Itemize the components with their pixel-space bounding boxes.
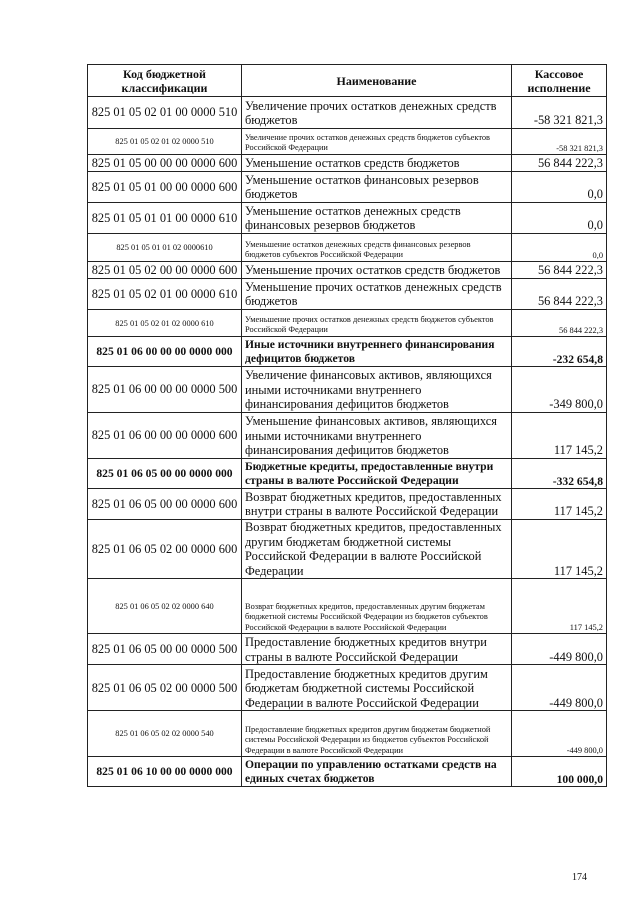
- row-amount: 56 844 222,3: [512, 155, 607, 172]
- row-name: Уменьшение прочих остатков денежных средств бюджетов: [242, 279, 512, 310]
- row-name: Операции по управлению остатками средств на единых счетах бюджетов: [242, 757, 512, 787]
- row-code: 825 01 06 05 02 00 0000 600: [88, 520, 242, 579]
- row-name: Уменьшение остатков денежных средств финансовых резервов бюджетов субъектов Российской Федерации: [242, 234, 512, 262]
- row-amount: 56 844 222,3: [512, 262, 607, 279]
- row-name: Увеличение финансовых активов, являющихся иными источниками внутреннего финансирования дефицитов бюджетов: [242, 367, 512, 413]
- table-row: [88, 262, 607, 279]
- table-row: [88, 520, 607, 579]
- row-code: 825 01 06 00 00 00 0000 000: [88, 337, 242, 367]
- row-amount: -58 321 821,3: [512, 97, 607, 129]
- table-row: [88, 97, 607, 129]
- table-row: [88, 665, 607, 711]
- table-row: [88, 279, 607, 310]
- row-amount: 117 145,2: [512, 489, 607, 520]
- row-code: 825 01 06 10 00 00 0000 000: [88, 757, 242, 787]
- table-row: [88, 579, 607, 634]
- row-amount: -232 654,8: [512, 337, 607, 367]
- row-name: Предоставление бюджетных кредитов другим бюджетам бюджетной системы Российской Федерации из бюджетов субъектов Российской Федерации в валюте Российской Федерации: [242, 711, 512, 757]
- table-row: [88, 172, 607, 203]
- row-amount: 117 145,2: [512, 520, 607, 579]
- row-amount: -332 654,8: [512, 459, 607, 489]
- row-code: 825 01 05 01 00 00 0000 600: [88, 172, 242, 203]
- row-code: 825 01 05 00 00 00 0000 600: [88, 155, 242, 172]
- row-name: Возврат бюджетных кредитов, предоставленных внутри страны в валюте Российской Федерации: [242, 489, 512, 520]
- table-row: [88, 129, 607, 155]
- row-name: Возврат бюджетных кредитов, предоставленных другим бюджетам бюджетной системы Российской Федерации из бюджетов субъектов Российской Федерации в валюте Российской Федерации: [242, 579, 512, 634]
- row-name: Уменьшение прочих остатков денежных средств бюджетов субъектов Российской Федерации: [242, 310, 512, 337]
- header-name: Наименование: [242, 65, 512, 97]
- row-code: 825 01 06 05 00 00 0000 600: [88, 489, 242, 520]
- table-row: [88, 711, 607, 757]
- row-code: 825 01 06 05 00 00 0000 000: [88, 459, 242, 489]
- row-code: 825 01 05 02 01 02 0000 510: [88, 129, 242, 155]
- row-code: 825 01 05 02 01 00 0000 610: [88, 279, 242, 310]
- table-header-row: [88, 65, 607, 97]
- row-amount: 0,0: [512, 234, 607, 262]
- row-code: 825 01 06 00 00 00 0000 600: [88, 413, 242, 459]
- header-code: Код бюджетной классификации: [88, 65, 242, 97]
- row-amount: -58 321 821,3: [512, 129, 607, 155]
- row-code: 825 01 05 01 01 02 0000610: [88, 234, 242, 262]
- row-name: Увеличение прочих остатков денежных средств бюджетов субъектов Российской Федерации: [242, 129, 512, 155]
- row-amount: 0,0: [512, 172, 607, 203]
- row-amount: -449 800,0: [512, 711, 607, 757]
- row-name: Предоставление бюджетных кредитов внутри страны в валюте Российской Федерации: [242, 634, 512, 665]
- row-code: 825 01 06 05 02 00 0000 500: [88, 665, 242, 711]
- row-amount: 56 844 222,3: [512, 279, 607, 310]
- row-code: 825 01 05 02 00 00 0000 600: [88, 262, 242, 279]
- row-name: Бюджетные кредиты, предоставленные внутри страны в валюте Российской Федерации: [242, 459, 512, 489]
- table-row: [88, 413, 607, 459]
- table-body: [88, 97, 607, 787]
- row-name: Возврат бюджетных кредитов, предоставленных другим бюджетам бюджетной системы Российской Федерации в валюте Российской Федерации: [242, 520, 512, 579]
- row-code: 825 01 06 05 00 00 0000 500: [88, 634, 242, 665]
- budget-sources-table: [87, 64, 607, 787]
- row-name: Уменьшение остатков денежных средств финансовых резервов бюджетов: [242, 203, 512, 234]
- row-code: 825 01 06 05 02 02 0000 540: [88, 711, 242, 757]
- row-name: Иные источники внутреннего финансирования дефицитов бюджетов: [242, 337, 512, 367]
- row-amount: -449 800,0: [512, 665, 607, 711]
- header-amount: Кассовое исполнение: [512, 65, 607, 97]
- table-row: [88, 757, 607, 787]
- row-amount: -449 800,0: [512, 634, 607, 665]
- row-amount: -349 800,0: [512, 367, 607, 413]
- table-row: [88, 489, 607, 520]
- table-row: [88, 634, 607, 665]
- table-row: [88, 337, 607, 367]
- page-number: 174: [572, 872, 587, 883]
- table-row: [88, 155, 607, 172]
- row-amount: 56 844 222,3: [512, 310, 607, 337]
- row-name: Уменьшение финансовых активов, являющихся иными источниками внутреннего финансирования дефицитов бюджетов: [242, 413, 512, 459]
- row-name: Увеличение прочих остатков денежных средств бюджетов: [242, 97, 512, 129]
- table-row: [88, 367, 607, 413]
- row-name: Предоставление бюджетных кредитов другим бюджетам бюджетной системы Российской Федерации в валюте Российской Федерации: [242, 665, 512, 711]
- row-code: 825 01 05 02 01 00 0000 510: [88, 97, 242, 129]
- row-code: 825 01 05 02 01 02 0000 610: [88, 310, 242, 337]
- row-name: Уменьшение остатков средств бюджетов: [242, 155, 512, 172]
- row-name: Уменьшение остатков финансовых резервов бюджетов: [242, 172, 512, 203]
- row-code: 825 01 06 05 02 02 0000 640: [88, 579, 242, 634]
- row-amount: 117 145,2: [512, 413, 607, 459]
- table-row: [88, 310, 607, 337]
- table-row: [88, 203, 607, 234]
- row-amount: 0,0: [512, 203, 607, 234]
- table-row: [88, 234, 607, 262]
- row-code: 825 01 05 01 01 00 0000 610: [88, 203, 242, 234]
- row-amount: 117 145,2: [512, 579, 607, 634]
- row-name: Уменьшение прочих остатков средств бюджетов: [242, 262, 512, 279]
- row-amount: 100 000,0: [512, 757, 607, 787]
- table-row: [88, 459, 607, 489]
- row-code: 825 01 06 00 00 00 0000 500: [88, 367, 242, 413]
